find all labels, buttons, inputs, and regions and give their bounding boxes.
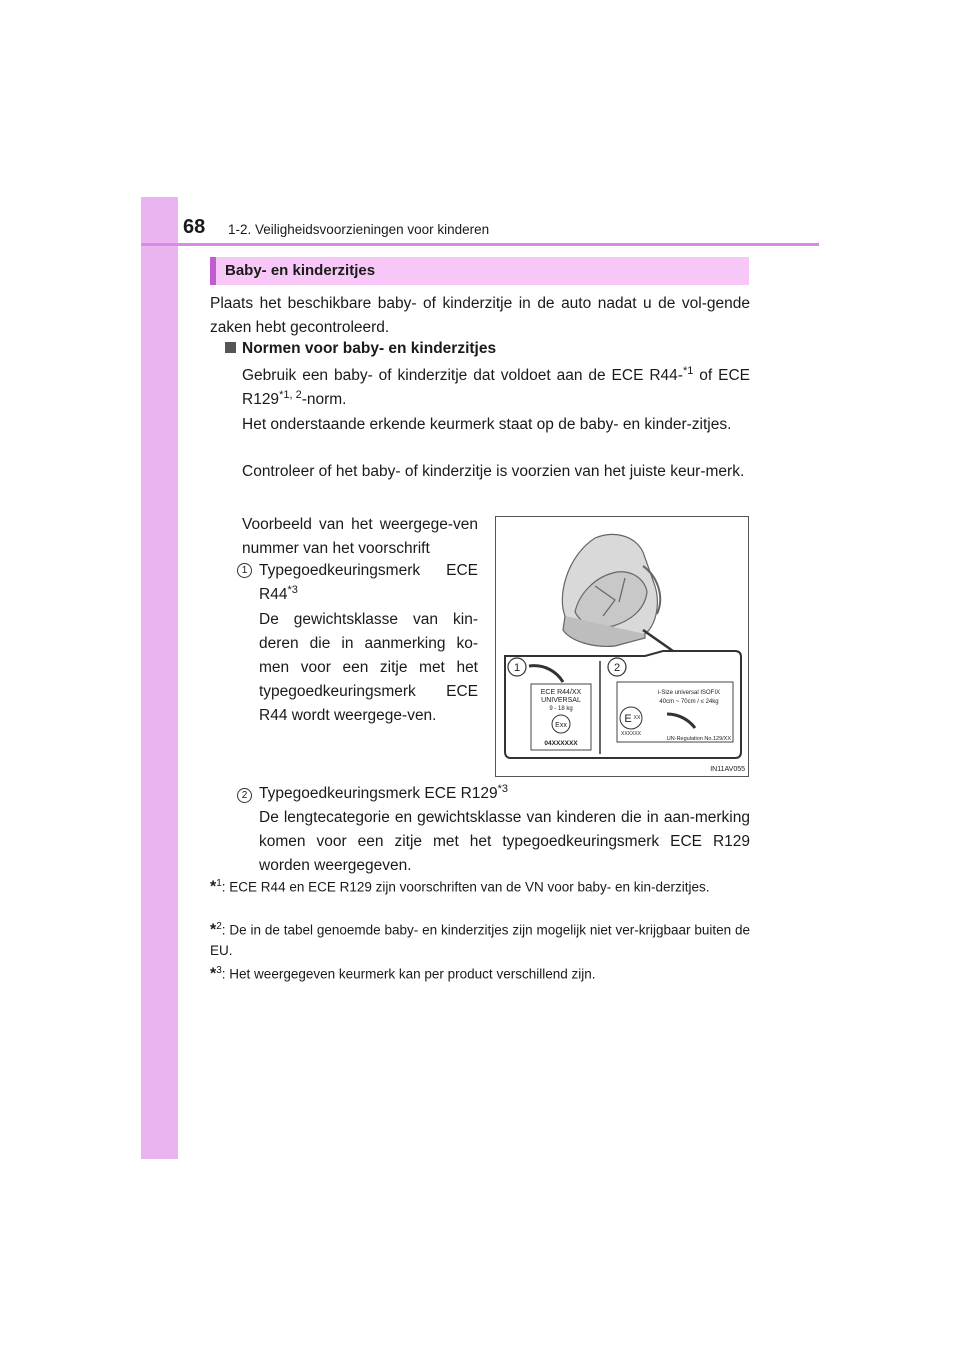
- footnote-1-number: 1: [216, 878, 222, 889]
- item-1-title-text: Typegoedkeuringsmerk ECE R44: [259, 562, 478, 603]
- norms-heading-text: Normen voor baby- en kinderzitjes: [242, 340, 497, 357]
- intro-paragraph: Plaats het beschikbare baby- of kinderzitje in de auto nadat u de vol-gende zaken hebt gecontroleerd.: [210, 295, 750, 336]
- section-title: Baby- en kinderzitjes: [225, 262, 376, 279]
- footnote-2-text: : De in de tabel genoemde baby- en kinderzitjes zijn mogelijk niet ver-krijgbaar buiten de EU.: [210, 922, 750, 958]
- approval-mark-figure: [495, 516, 749, 777]
- label-2-e-sub: XX: [633, 715, 641, 721]
- bullet-square-icon: [225, 342, 236, 353]
- label-1-line-2: UNIVERSAL: [541, 697, 581, 704]
- label-1-number: 1: [513, 662, 521, 674]
- footnote-3-number: 3: [216, 965, 222, 976]
- item-1-title: [259, 559, 478, 607]
- footnote-3: [210, 961, 750, 985]
- footnote-1: [210, 874, 750, 898]
- norms-paragraph-3: Controleer of het baby- of kinderzitje is voorzien van het juiste keur-merk.: [242, 463, 745, 480]
- label-1-line-3: 9 - 18 kg: [549, 706, 573, 712]
- item-1-number: 1: [237, 563, 252, 578]
- figure-code: IN11AV055: [710, 766, 745, 773]
- label-2-number: 2: [613, 662, 621, 674]
- label-1-line-1: ECE R44/XX: [540, 689, 582, 696]
- label-1-e-mark: Exx: [555, 722, 567, 729]
- label-2-line-1: i-Size universal ISOFIX: [657, 690, 721, 696]
- footnote-1-mark: *: [210, 878, 217, 896]
- chapter-sidebar: [141, 197, 178, 1159]
- footnote-ref-1: *1: [682, 364, 694, 377]
- item-2-title: [259, 782, 750, 806]
- item-2-number: 2: [237, 788, 252, 803]
- norms-paragraph-1: [242, 364, 750, 412]
- label-2-line-2: 40cm ~ 70cm / ≤ 24kg: [659, 699, 719, 705]
- norms-p1-text-c: -norm.: [301, 391, 347, 408]
- norms-heading: [225, 340, 496, 358]
- footnote-3-mark: *: [210, 965, 217, 983]
- item-2-footnote-ref: *3: [497, 782, 509, 795]
- footnote-2-mark: *: [210, 921, 217, 939]
- chapter-title: 1-2. Veiligheidsvoorzieningen voor kinderen: [228, 222, 490, 237]
- label-2-e-mark: E: [624, 713, 632, 725]
- norms-p1-text-b: of ECE R129: [242, 367, 750, 408]
- item-2-description: De lengtecategorie en gewichtsklasse van kinderen die in aan-merking komen voor een zitje met het typegoedkeuringsmerk ECE R129 worden weergegeven.: [259, 809, 750, 874]
- label-2-regulation: UN-Regulation No.129/XX: [666, 736, 731, 742]
- norms-paragraph-2: Het onderstaande erkende keurmerk staat op de baby- en kinder-zitjes.: [242, 416, 732, 433]
- section-heading-bar: [210, 257, 216, 285]
- footnote-2: [210, 917, 750, 961]
- norms-p1-text-a: Gebruik een baby- of kinderzitje dat voldoet aan de ECE R44-: [242, 367, 683, 384]
- page-number: 68: [183, 216, 206, 238]
- footnote-1-text: : ECE R44 en ECE R129 zijn voorschriften van de VN voor baby- en kin-derzitjes.: [221, 879, 710, 895]
- header-rule: [141, 243, 819, 246]
- item-1-description: De gewichtsklasse van kin-deren die in aanmerking ko-men voor een zitje met het typegoedkeuringsmerk ECE R44 wordt weergege-ven.: [259, 611, 478, 724]
- label-1-serial: 04XXXXXX: [544, 740, 578, 747]
- footnote-2-number: 2: [216, 921, 222, 932]
- footnote-3-text: : Het weergegeven keurmerk kan per product verschillend zijn.: [221, 966, 596, 982]
- label-2-serial: XXXXXX: [621, 731, 642, 737]
- item-2-title-text: Typegoedkeuringsmerk ECE R129: [259, 785, 498, 802]
- section-heading: [210, 257, 749, 285]
- footnote-ref-1-2: *1, 2: [279, 388, 302, 401]
- example-intro: Voorbeeld van het weergege-ven nummer van het voorschrift: [242, 516, 478, 557]
- item-1-footnote-ref: *3: [287, 583, 298, 596]
